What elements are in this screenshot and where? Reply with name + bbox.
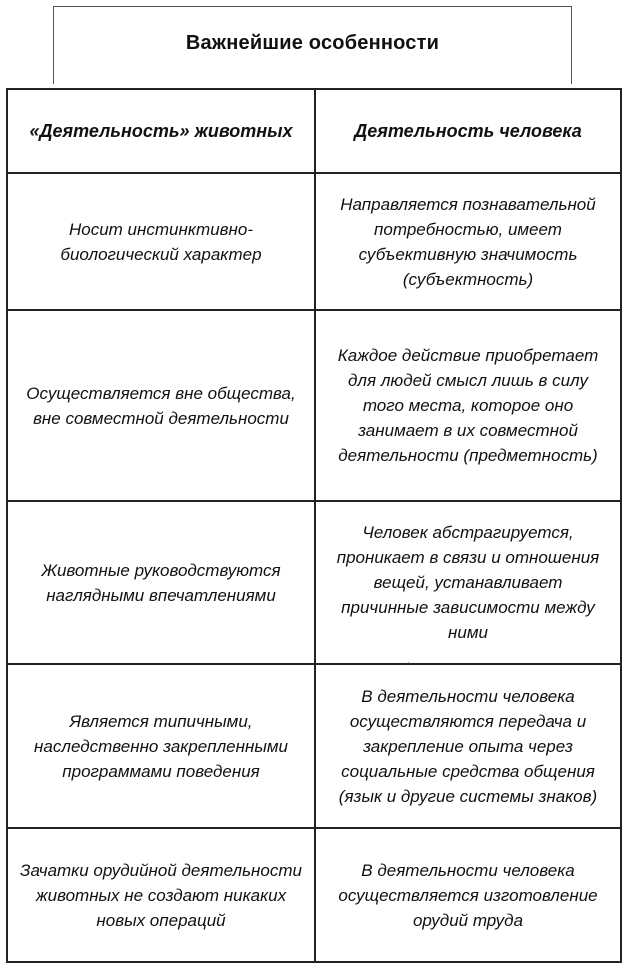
table-row: [7, 664, 621, 828]
cell-human: Направляется познавательной потребностью, имеет субъективную значимость (субъектность): [315, 173, 621, 310]
table-row: [7, 173, 621, 310]
header-animals: «Деятельность» животных: [7, 89, 315, 173]
table-row: [7, 828, 621, 962]
comparison-table: [6, 88, 622, 963]
cell-animals: Осуществляется вне общества, вне совместной деятельности: [7, 310, 315, 501]
table-row: [7, 310, 621, 501]
cell-human: В деятельности человека осуществляется изготовление орудий труда: [315, 828, 621, 962]
table-row: [7, 501, 621, 664]
table-title-box: [53, 6, 572, 84]
header-row: [7, 89, 621, 173]
cell-human: Каждое действие приобретает для людей смысл лишь в силу того места, которое оно занимает в их совместной деятельности (предметность): [315, 310, 621, 501]
header-human: Деятельность человека: [315, 89, 621, 173]
cell-animals: Животные руководствуются наглядными впечатлениями: [7, 501, 315, 664]
scan-speck: ·: [406, 654, 411, 670]
cell-human: В деятельности человека осуществляются передача и закрепление опыта через социальные средства общения (язык и другие системы знаков): [315, 664, 621, 828]
table-title: Важнейшие особенности: [185, 32, 440, 54]
cell-animals: Зачатки орудийной деятельности животных не создают никаких новых операций: [7, 828, 315, 962]
cell-animals: Носит инстинктивно-биологический характер: [7, 173, 315, 310]
cell-animals: Является типичными, наследственно закрепленными программами поведения: [7, 664, 315, 828]
cell-human: Человек абстрагируется, проникает в связи и отношения вещей, устанавливает причинные зависимости между ними: [315, 501, 621, 664]
